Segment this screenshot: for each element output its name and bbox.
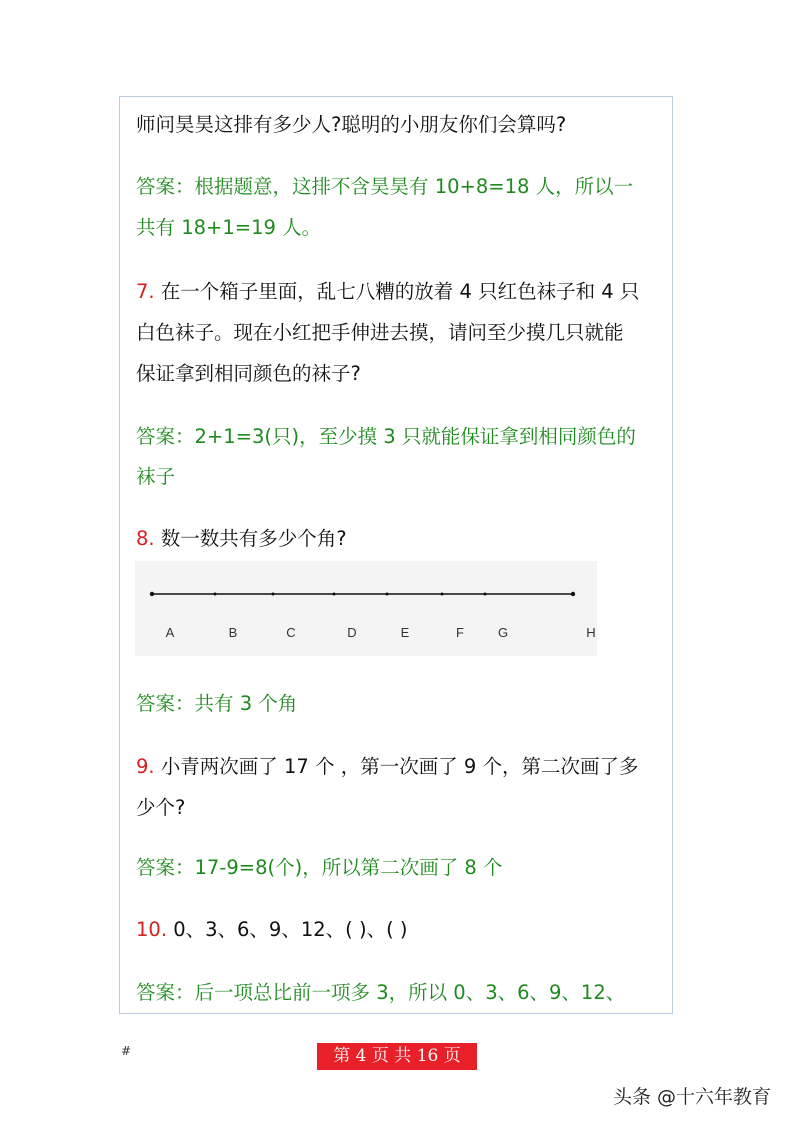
answer-6-line-2: 共有 18+1=19 人。: [136, 216, 322, 239]
point-B: [214, 593, 217, 596]
answer-9: 答案：17-9=8(个)，所以第二次画了 8 个: [136, 856, 503, 879]
question-6-tail: 师问昊昊这排有多少人?聪明的小朋友你们会算吗?: [136, 113, 567, 136]
point-label-E: E: [400, 625, 410, 640]
point-label-G: G: [497, 625, 509, 640]
answer-7-line-2: 袜子: [136, 465, 176, 488]
point-label-F: F: [456, 625, 464, 640]
point-label-D: D: [347, 625, 357, 640]
question-7-text: 在一个箱子里面，乱七八糟的放着 4 只红色袜子和 4 只: [154, 280, 640, 303]
question-9-number: 9.: [136, 755, 155, 778]
question-9-line-1: [136, 754, 639, 780]
question-7-number: 7.: [136, 280, 155, 303]
question-7-line-2: 白色袜子。现在小红把手伸进去摸，请问至少摸几只就能: [136, 321, 624, 344]
answer-10: 答案：后一项总比前一项多 3，所以 0、3、6、9、12、: [136, 981, 626, 1004]
source-watermark: 头条 @十六年教育: [613, 1086, 772, 1108]
point-C: [272, 593, 275, 596]
point-D: [333, 593, 336, 596]
point-A: [150, 592, 154, 596]
question-8-line: [136, 526, 347, 552]
point-E: [386, 593, 389, 596]
question-9-line-2: 少个?: [136, 796, 186, 819]
page-indicator: 第 4 页 共 16 页: [317, 1043, 477, 1070]
question-10-number: 10.: [136, 918, 168, 941]
answer-8: 答案：共有 3 个角: [136, 692, 298, 715]
point-label-C: C: [286, 625, 296, 640]
point-label-H: H: [586, 625, 596, 640]
point-H: [571, 592, 575, 596]
point-F: [441, 593, 444, 596]
answer-6-line-1: 答案：根据题意，这排不含昊昊有 10+8=18 人，所以一: [136, 175, 634, 198]
question-10-line: [136, 917, 407, 943]
ray-figure: [135, 561, 597, 656]
question-7-line-1: [136, 279, 639, 305]
point-label-B: B: [228, 625, 238, 640]
point-G: [484, 593, 487, 596]
question-9-text: 小青两次画了 17 个 ，第一次画了 9 个，第二次画了多: [154, 755, 639, 778]
question-8-text: 数一数共有多少个角?: [154, 527, 347, 550]
point-label-A: A: [165, 625, 175, 640]
question-10-text: 0、3、6、9、12、( )、( ): [167, 918, 408, 941]
ray-diagram: [135, 561, 597, 656]
question-8-number: 8.: [136, 527, 155, 550]
question-7-line-3: 保证拿到相同颜色的袜子?: [136, 362, 361, 385]
paragraph-mark: #: [121, 1044, 132, 1058]
answer-7-line-1: 答案：2+1=3(只)，至少摸 3 只就能保证拿到相同颜色的: [136, 425, 636, 448]
